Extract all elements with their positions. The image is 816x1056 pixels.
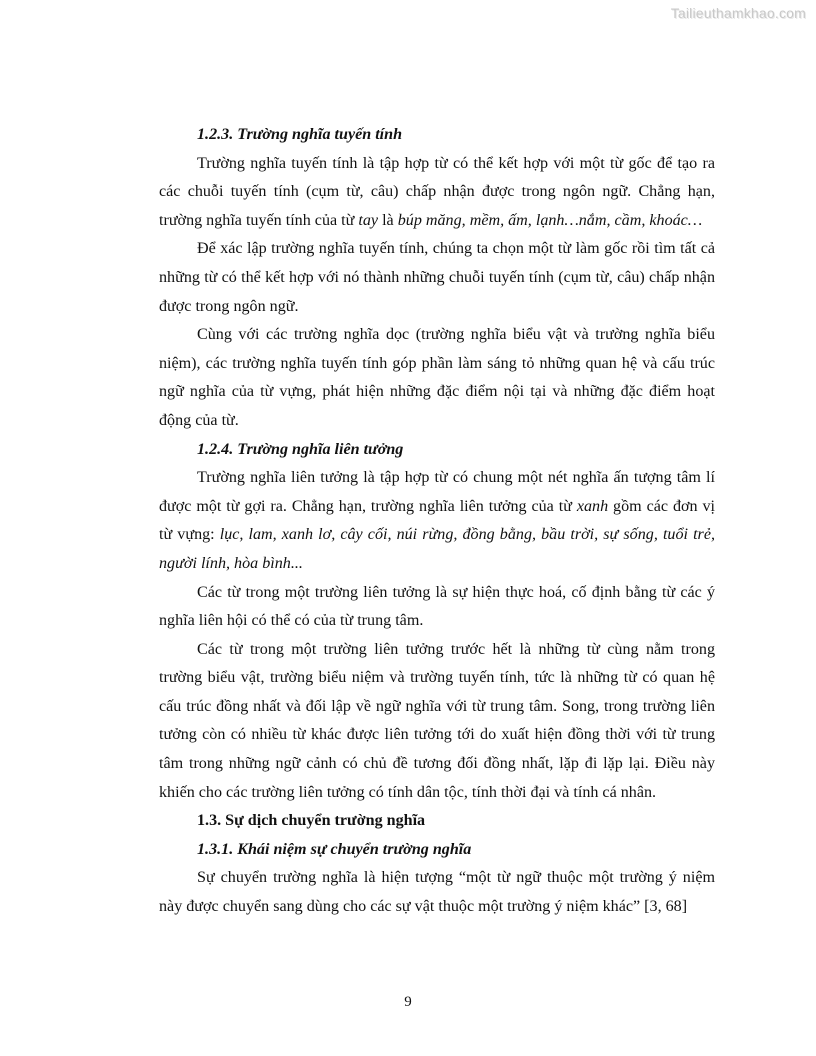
italic-term: xanh (576, 497, 609, 515)
heading-1-2-4: 1.2.4. Trường nghĩa liên tưởng (197, 440, 404, 458)
paragraph: Cùng với các trường nghĩa dọc (trường nghĩa biểu vật và trường nghĩa biểu niệm), các trường nghĩa tuyến tính góp phần làm sáng tỏ những quan hệ và cấu trúc ngữ nghĩa của từ vựng, phát hiện những đặc điểm nội tại và những đặc điểm hoạt động của từ. (159, 326, 715, 429)
paragraph: Các từ trong một trường liên tưởng là sự hiện thực hoá, cố định bằng từ các ý nghĩa liên hội có thể có của từ trung tâm. (159, 583, 715, 630)
paragraph (159, 464, 715, 578)
italic-term: tay (358, 211, 379, 229)
heading-1-3: 1.3. Sự dịch chuyển trường nghĩa (197, 812, 426, 830)
watermark: Tailieuthamkhao.com (670, 5, 806, 21)
paragraph: Sự chuyển trường nghĩa là hiện tượng “một từ ngữ thuộc một trường ý niệm này được chuyển sang dùng cho các sự vật thuộc một trường ý niệm khác” [3, 68] (159, 869, 715, 916)
text-run: Trường nghĩa tuyến tính là tập hợp từ có thể kết hợp với một từ gốc để tạo ra các chuỗi tuyến tính (cụm từ, câu) chấp nhận được trong ngôn ngữ. Chẳng hạn, trường nghĩa tuyến tính của từ (159, 154, 715, 229)
text-run: Trường nghĩa liên tưởng là tập hợp từ có chung một nét nghĩa ấn tượng tâm lí được một từ gợi ra. Chẳng hạn, trường nghĩa liên tưởng của từ (159, 469, 715, 515)
page-number: 9 (404, 994, 412, 1010)
text-run: là (378, 211, 398, 229)
paragraph: Các từ trong một trường liên tưởng trước hết là những từ cùng nằm trong trường biểu vật, trường biểu niệm và trường tuyến tính, tức là những từ có quan hệ cấu trúc đồng nhất và đối lập về ngữ nghĩa với từ trung tâm. Song, trong trường liên tưởng còn có nhiều từ khác được liên tưởng tới do xuất hiện đồng thời với từ trung tâm trong những ngữ cảnh có chủ đề tương đối đồng nhất, lặp đi lặp lại. Điều này khiến cho các trường liên tưởng có tính dân tộc, tính thời đại và tính cá nhân. (159, 640, 715, 801)
heading-1-3-1: 1.3.1. Khái niệm sự chuyển trường nghĩa (197, 840, 472, 858)
paragraph: Để xác lập trường nghĩa tuyến tính, chúng ta chọn một từ làm gốc rồi tìm tất cả những từ có thể kết hợp với nó thành những chuỗi tuyến tính (cụm từ, câu) chấp nhận được trong ngôn ngữ. (159, 240, 715, 315)
paragraph (159, 150, 715, 236)
heading-1-2-3: 1.2.3. Trường nghĩa tuyến tính (197, 126, 403, 143)
text-run: gồm các đơn vị từ vựng: (159, 497, 715, 544)
page-content (159, 121, 715, 922)
italic-examples: lục, lam, xanh lơ, cây cối, núi rừng, đồng bằng, bầu trời, sự sống, tuổi trẻ, người lính, hòa bình... (159, 526, 715, 572)
italic-examples: búp măng, mềm, ấm, lạnh…nắm, cầm, khoác… (397, 211, 703, 229)
